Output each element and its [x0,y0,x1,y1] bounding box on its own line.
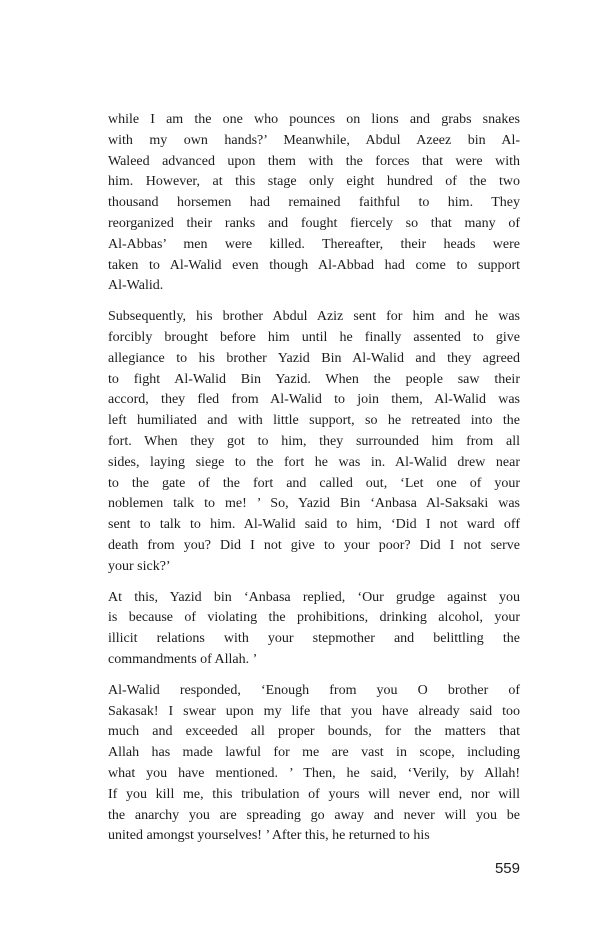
text-line: reorganized their ranks and fought fiercely so that many of [108,215,520,231]
text-line: Al-Walid responded, ‘Enough from you O brother of [108,682,520,698]
text-line: him. However, at this stage only eight hundred of the two [108,174,520,190]
text-line: much and exceeded all proper bounds, for the matters that [108,724,520,740]
paragraph [108,681,520,847]
text-line: allegiance to his brother Yazid Bin Al-Walid and they agreed [108,350,520,366]
text-line: to fight Al-Walid Bin Yazid. When the people saw their [108,371,520,387]
text-line: Allah has made lawful for me are vast in scope, including [108,745,520,761]
text-line: At this, Yazid bin ‘Anbasa replied, ‘Our grudge against you [108,589,520,605]
text-line: is because of violating the prohibitions, drinking alcohol, your [108,610,520,626]
text-line: while I am the one who pounces on lions and grabs snakes [108,112,520,127]
text-line: Al-Abbas’ men were killed. Thereafter, their heads were [108,236,520,252]
text-line: forcibly brought before him until he finally assented to give [108,329,520,345]
text-line: accord, they fled from Al-Walid to join them, Al-Walid was [108,392,520,408]
text-line: death from you? Did I not give to your poor? Did I not serve [108,537,520,553]
text-line: fort. When they got to him, they surrounded him from all [108,433,520,449]
text-line: sent to talk to him. Al-Walid said to him, ‘Did I not ward off [108,517,520,533]
text-line: noblemen talk to me! ’ So, Yazid Bin ‘Anbasa Al-Saksaki was [108,496,520,512]
text-line: illicit relations with your stepmother and belittling the [108,631,520,647]
paragraph [108,110,520,297]
paragraph [108,588,520,671]
text-line: what you have mentioned. ’ Then, he said, ‘Verily, by Allah! [108,765,520,781]
text-line: If you kill me, this tribulation of yours will never end, nor will [108,786,520,802]
text-line: Sakasak! I swear upon my life that you have already said too [108,703,520,719]
paragraph [108,307,520,577]
text-line: to the gate of the fort and called out, ‘Let one of your [108,475,520,491]
text-line: left humiliated and with little support, so he retreated into the [108,413,520,429]
text-line: the anarchy you are spreading go away and never will you be [108,807,520,823]
text-line: thousand horsemen had remained faithful to him. They [108,195,520,211]
text-line: taken to Al-Walid even though Al-Abbad had come to support [108,257,520,273]
text-line: Subsequently, his brother Abdul Aziz sent for him and he was [108,309,520,325]
body-text [108,110,520,847]
text-line: sides, laying siege to the fort he was in. Al-Walid drew near [108,454,520,470]
text-line: commandments of Allah. ’ [108,651,258,667]
text-line: with my own hands?’ Meanwhile, Abdul Azeez bin Al- [108,132,520,148]
text-line: Waleed advanced upon them with the forces that were with [108,153,520,169]
text-line: Al-Walid. [108,278,164,294]
page-number: 559 [494,860,520,877]
text-line: your sick?’ [108,558,171,574]
text-line: united amongst yourselves! ’ After this, he returned to his [108,828,430,844]
